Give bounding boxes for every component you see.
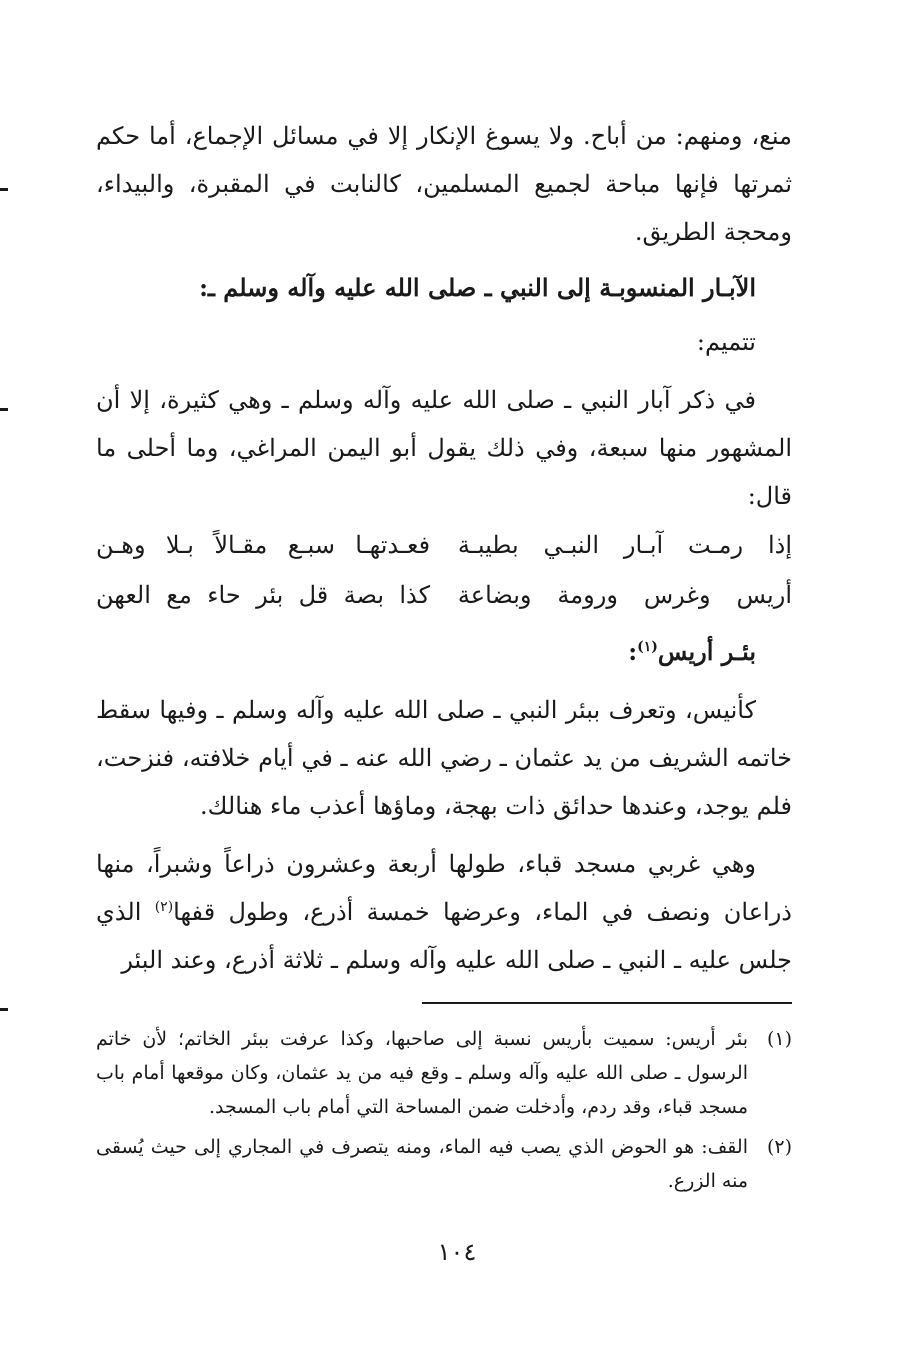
section-heading: الآبـار المنسوبـة إلى النبي ـ صلى الله عليه وآله وسلم ـ: xyxy=(199,273,756,302)
footnote-1 xyxy=(96,1022,792,1124)
paragraph-4 xyxy=(96,840,792,984)
verse-first-hemistich: إذا رمـت آبـار النبـي بطيبـة xyxy=(457,531,792,559)
poem-verse xyxy=(96,520,792,570)
paragraph-1: منع، ومنهم: من أباح. ولا يسوغ الإنكار إلا في مسائل الإجماع، أما حكم ثمرتها فإنها مباحة لجميع المسلمين، كالنابت في المقبرة، والبيداء، ومحجة الطريق. xyxy=(96,122,792,246)
footnote-separator xyxy=(422,1002,792,1004)
verse-first-hemistich: أريس وغرس ورومة وبضاعة xyxy=(457,581,792,609)
margin-mark xyxy=(0,408,8,411)
footnote-2 xyxy=(96,1130,792,1198)
subheading-tatmim: تتميم: xyxy=(696,328,756,356)
verse-second-hemistich: كذا بصة قل بئر حاء مع العهن xyxy=(96,581,431,609)
footnote-number: (٢) xyxy=(766,1136,792,1158)
margin-mark xyxy=(0,188,8,191)
footnote-ref-1: (١) xyxy=(637,639,658,655)
paragraph-2: في ذكر آبار النبي ـ صلى الله عليه وآله وسلم ـ وهي كثيرة، إلا أن المشهور منها سبعة، وفي ذلك يقول أبو اليمن المراغي، وما أحلى ما قال: xyxy=(96,386,792,510)
well-aris-title: بئـر أريس xyxy=(657,637,756,666)
paragraph-3: كأنيس، وتعرف ببئر النبي ـ صلى الله عليه وآله وسلم ـ وفيها سقط خاتمه الشريف من يد عثمان ـ رضي الله عنه ـ في أيام خلافته، فنزحت، فلم يوجد، وعندها حدائق ذات بهجة، وماؤها أعذب ماء هنالك. xyxy=(96,696,792,820)
footnote-ref-2: (٢) xyxy=(154,899,174,915)
footnote-text: بئر أريس: سميت بأريس نسبة إلى صاحبها، وكذا عرفت ببئر الخاتم؛ لأن خاتم الرسول ـ صلى الله عليه وآله وسلم ـ وقع فيه من يد عثمان، وكان موقعها أمام باب مسجد قباء، وقد ردم، وأدخلت ضمن المساحة التي أمام باب المسجد. xyxy=(96,1028,748,1118)
footnote-number: (١) xyxy=(766,1028,792,1050)
poem xyxy=(96,520,792,620)
footnote-text: القف: هو الحوض الذي يصب فيه الماء، ومنه يتصرف في المجاري إلى حيث يُسقى منه الزرع. xyxy=(96,1136,748,1192)
well-aris-heading xyxy=(96,628,756,676)
paragraph-4-part-1: وهي غربي مسجد قباء، طولها أربعة وعشرون ذراعاً وشبراً، منها ذراعان ونصف في الماء، وعرضها خمسة أذرع، وطول قفها xyxy=(96,850,792,926)
verse-second-hemistich: فعـدتهـا سبـع مقـالاً بـلا وهـن xyxy=(96,531,431,559)
margin-mark xyxy=(0,1008,8,1011)
page-body xyxy=(96,112,792,1204)
paragraph-4-part-2: الذي جلس عليه ـ النبي ـ صلى الله عليه وآله وسلم ـ ثلاثة أذرع، وعند البئر xyxy=(96,898,792,974)
well-aris-colon: : xyxy=(628,637,638,666)
poem-verse xyxy=(96,570,792,620)
page-number: ١٠٤ xyxy=(437,1238,477,1266)
